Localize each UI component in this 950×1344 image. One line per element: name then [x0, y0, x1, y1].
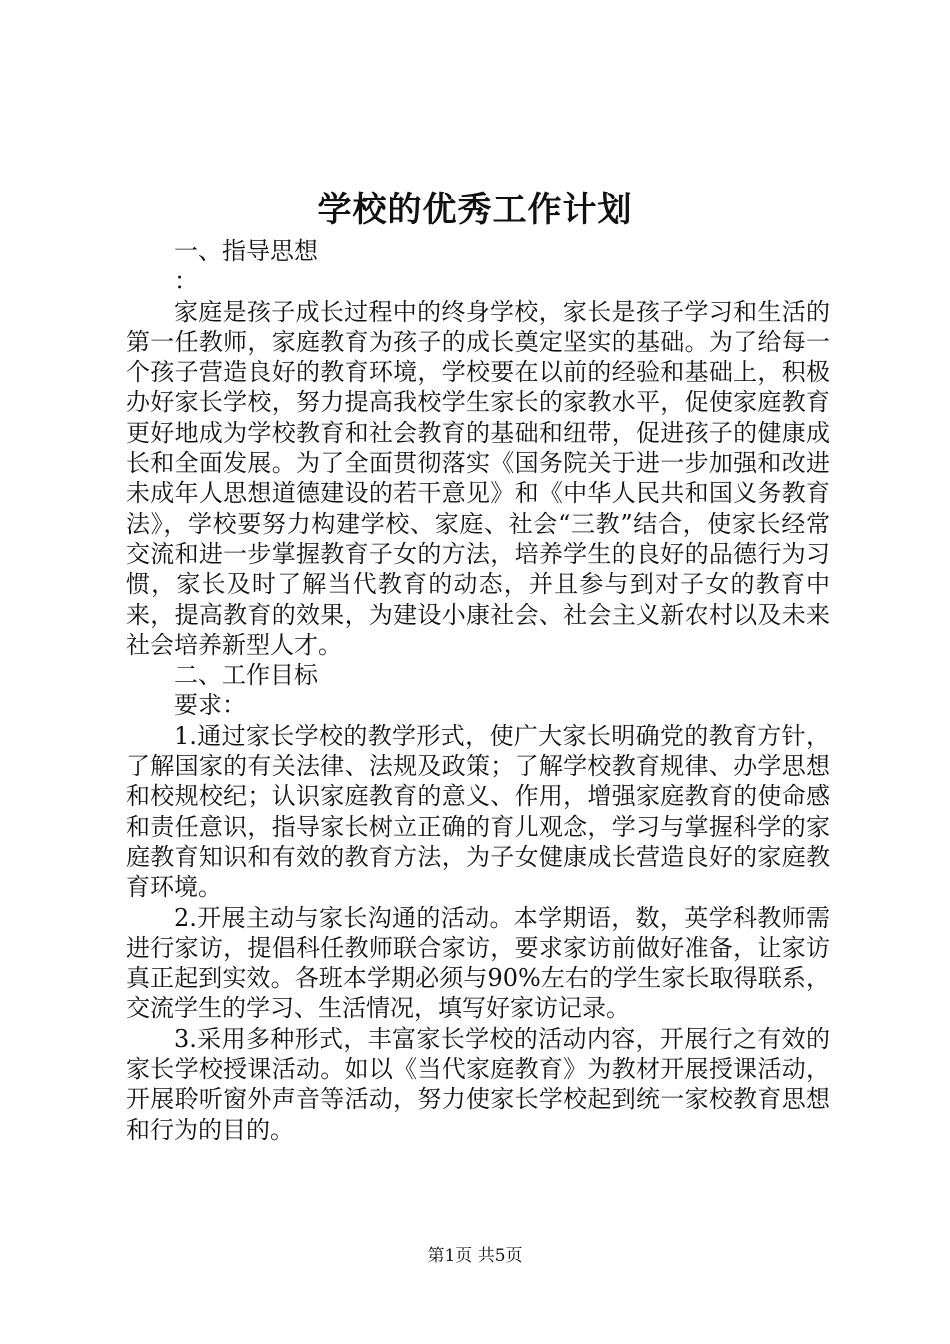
section-heading-guiding-ideology: 一、指导思想	[174, 237, 318, 265]
body-paragraph: 家庭是孩子成长过程中的终身学校，家长是孩子学习和生活的第一任教师，家庭教育为孩子的成长奠定坚实的基础。为了给每一个孩子营造良好的教育环境，学校要在以前的经验和基础上，积极办好家长学校，努力提高我校学生家长的家教水平，促使家庭教育更好地成为学校教育和社会教育的基础和纽带，促进孩子的健康成长和全面发展。为了全面贯彻落实《国务院关于进一步加强和改进未成年人思想道德建设的若干意见》和《中华人民共和国义务教育法》，学校要努力构建学校、家庭、社会“三教”结合，使家长经常交流和进一步掌握教育子女的方法，培养学生的良好的品德行为习惯，家长及时了解当代教育的动态，并且参与到对子女的教育中来，提高教育的效果，为建设小康社会、社会主义新农村以及未来社会培养新型人才。	[126, 297, 830, 659]
list-item-1: 1.通过家长学校的教学形式，使广大家长明确党的教育方针，了解国家的有关法律、法规及政策；了解学校教育规律、办学思想和校规校纪；认识家庭教育的意义、作用，增强家庭教育的使命感和责任意识，指导家长树立正确的育儿观念，学习与掌握科学的家庭教育知识和有效的教育方法，为子女健康成长营造良好的家庭教育环境。	[126, 721, 830, 902]
list-item-2: 2.开展主动与家长沟通的活动。本学期语，数，英学科教师需进行家访，提倡科任教师联合家访，要求家访前做好准备，让家访真正起到实效。各班本学期必须与90%左右的学生家长取得联系，交流学生的学习、生活情况，填写好家访记录。	[126, 903, 830, 1023]
colon-line: ：	[174, 267, 198, 296]
requirements-label: 要求：	[174, 691, 246, 720]
document-body	[126, 236, 830, 1145]
section-heading-work-goals: 二、工作目标	[174, 661, 318, 690]
page-footer: 第1页 共5页	[427, 1246, 523, 1266]
list-item-3: 3.采用多种形式，丰富家长学校的活动内容，开展行之有效的家长学校授课活动。如以《当代家庭教育》为教材开展授课活动，开展聆听窗外声音等活动，努力使家长学校起到统一家校教育思想和行为的目的。	[126, 1024, 830, 1144]
document-title: 学校的优秀工作计划	[317, 190, 633, 230]
